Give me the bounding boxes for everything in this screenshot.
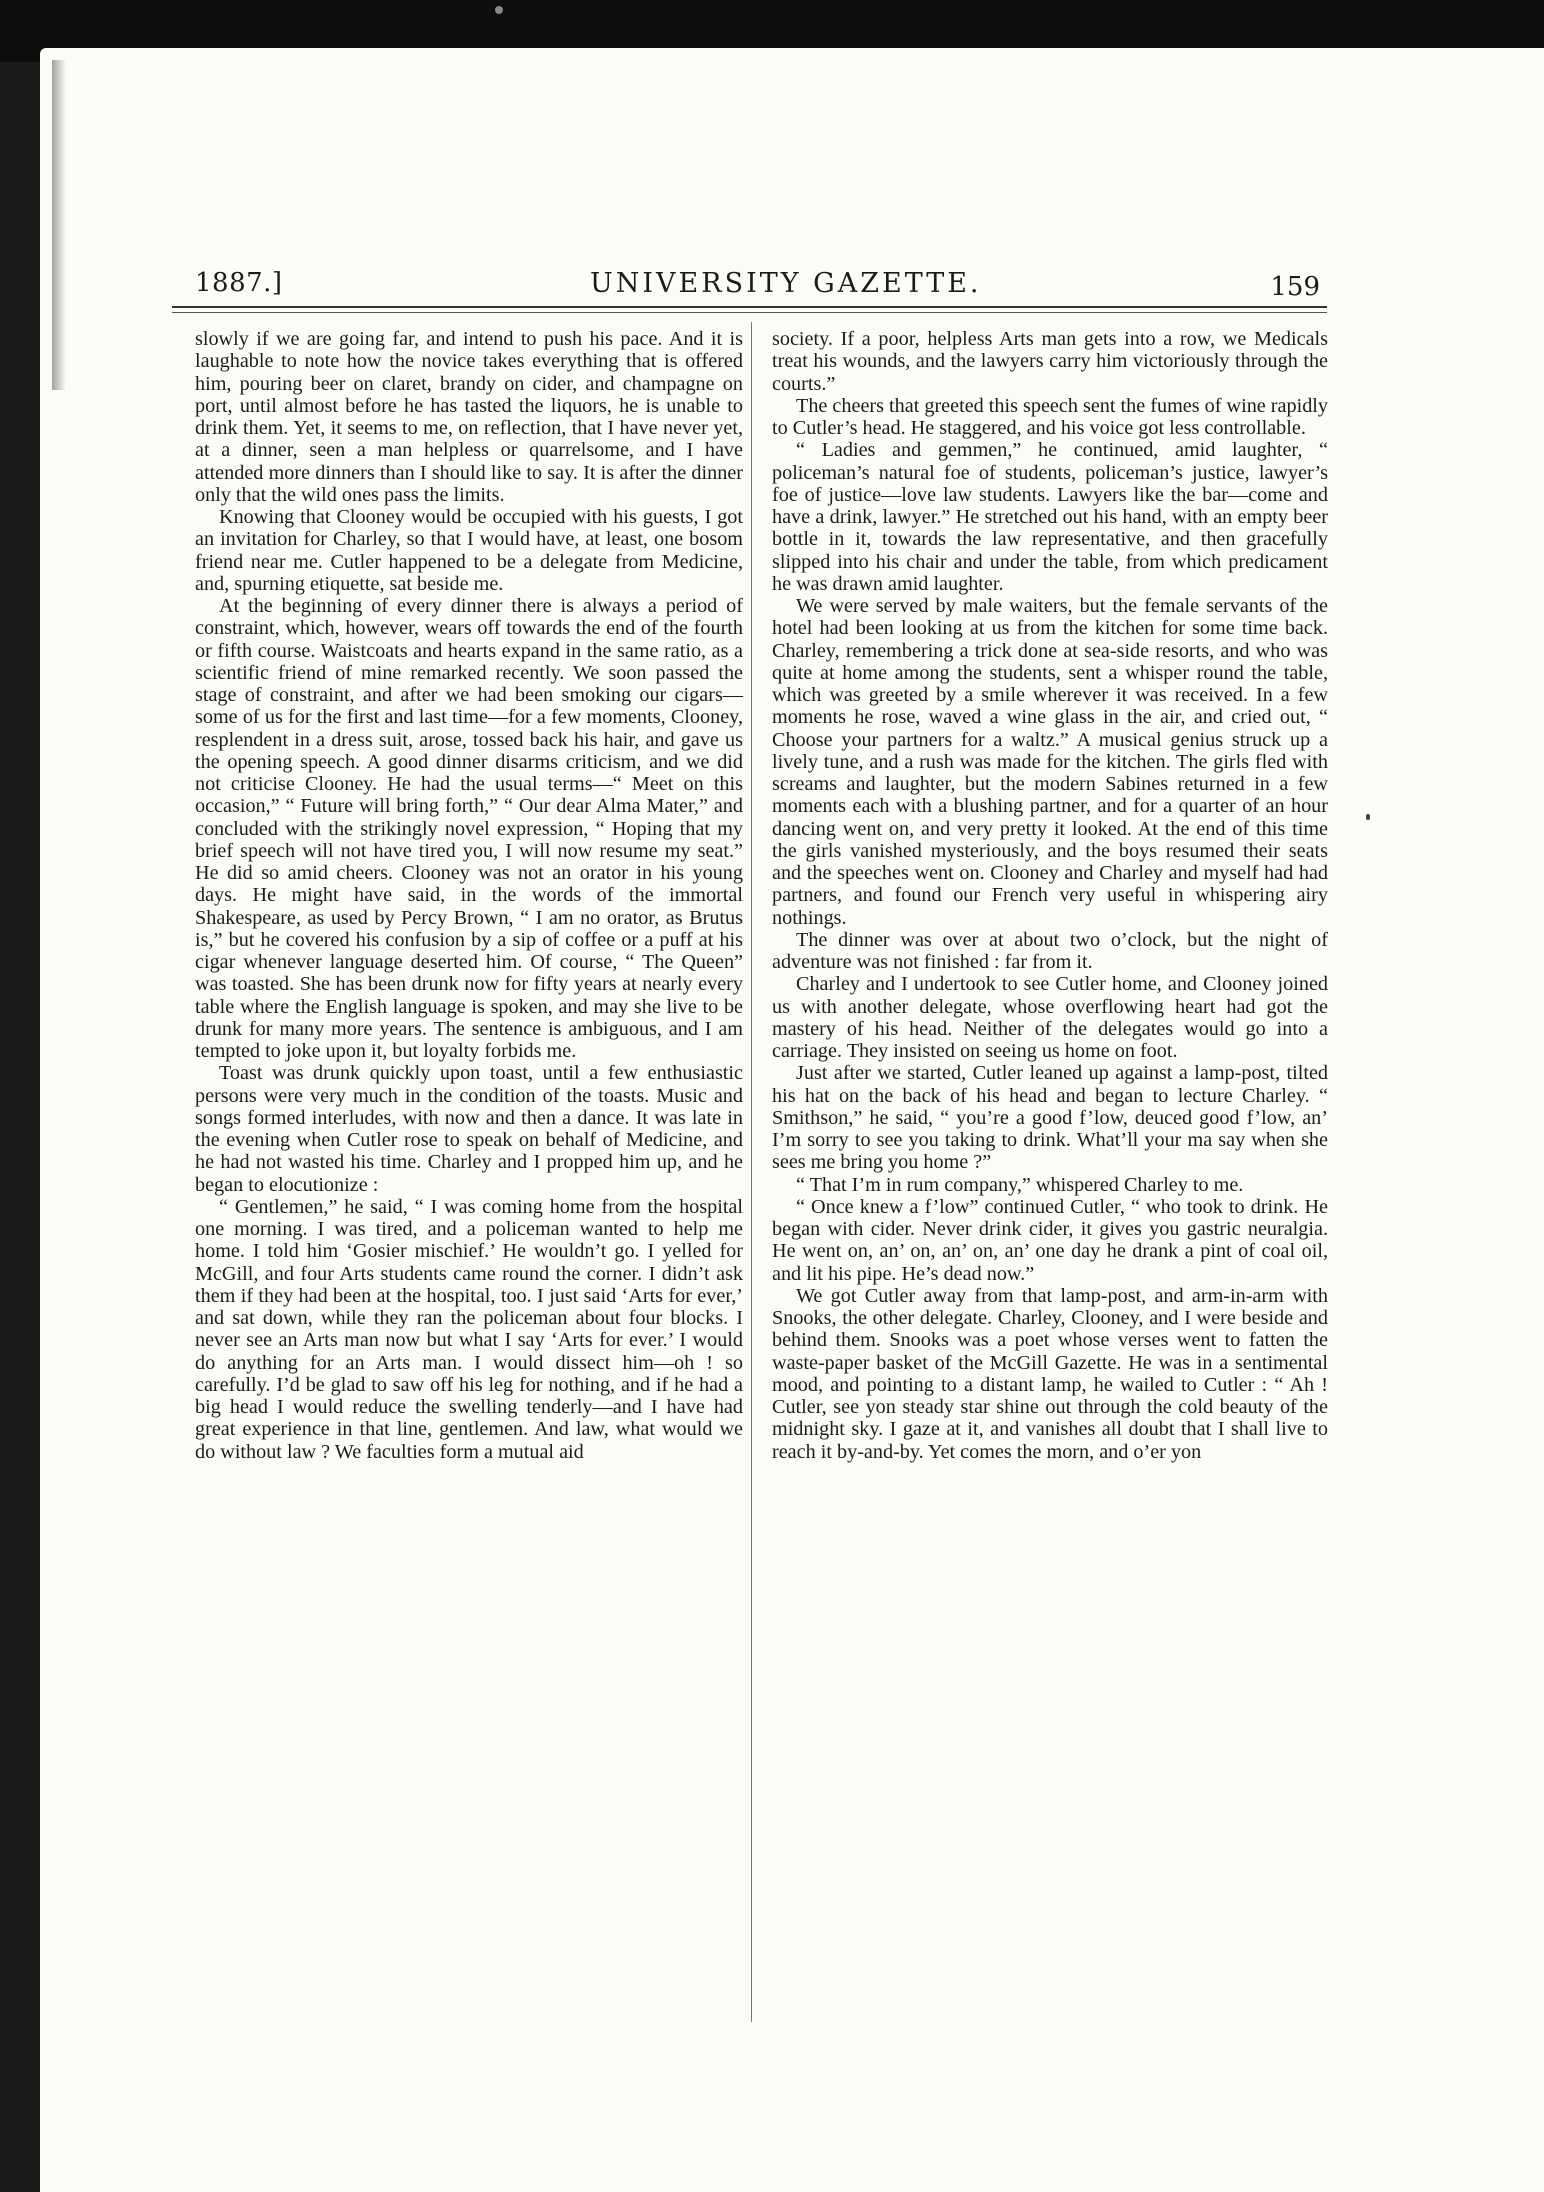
page-header (195, 262, 1320, 312)
header-year: 1887.] (195, 268, 283, 298)
paragraph: At the beginning of every dinner there is always a period of constraint, which, however, wears off towards the end of the fourth or fifth course. Waistcoats and hearts expand in the same ratio, as a scientific friend of mine remarked recently. We soon passed the stage of constraint, and after we had been smoking our cigars—some of us for the first and last time—for a few moments, Clooney, resplendent in a dress suit, arose, tossed back his hair, and gave us the opening speech. A good dinner disarms criticism, and we did not criticise Clooney. He had the usual terms—“ Meet on this occasion,” “ Future will bring forth,” “ Our dear Alma Mater,” and concluded with the strikingly novel expression, “ Hoping that my brief speech will not have tired you, I will now resume my seat.” He did so amid cheers. Clooney was not an orator in his young days. He might have said, in the words of the immortal Shakespeare, as used by Percy Brown, “ I am no orator, as Brutus is,” but he covered his confusion by a sip of coffee or a puff at his cigar whenever language deserted him. Of course, “ The Queen” was toasted. She has been drunk now for fifty years at nearly every table where the English language is spoken, and may she live to be drunk for many more years. The sentence is ambiguous, and I am tempted to joke upon it, but loyalty forbids me. (195, 595, 743, 1062)
header-title: UNIVERSITY GAZETTE. (590, 268, 982, 299)
paragraph: Charley and I undertook to see Cutler home, and Clooney joined us with another delegate, whose overflowing heart had got the mastery of his head. Neither of the delegates would go into a carriage. They insisted on seeing us home on foot. (772, 973, 1328, 1062)
paragraph: Just after we started, Cutler leaned up against a lamp-post, tilted his hat on the back of his head and began to lecture Charley. “ Smithson,” he said, “ you’re a good f’low, deuced good f’low, an’ I’m sorry to see you taking to drink. What’ll your ma say when she sees me bring you home ?” (772, 1062, 1328, 1174)
paragraph: “ That I’m in rum company,” whispered Charley to me. (796, 1173, 1244, 1196)
right-column (772, 328, 1328, 1463)
paragraph: The cheers that greeted this speech sent the fumes of wine rapidly to Cutler’s head. He staggered, and his voice got less controllable. (772, 394, 1328, 439)
left-column (195, 328, 743, 1463)
paragraph: “ Gentlemen,” he said, “ I was coming home from the hospital one morning. I was tired, and a policeman wanted to help me home. I told him ‘Gosier mischief.’ He wouldn’t go. I yelled for McGill, and four Arts students came round the corner. I didn’t ask them if they had been at the hospital, too. I just said ‘Arts for ever,’ and sat down, while they ran the policeman about four blocks. I never see an Arts man now but what I say ‘Arts for ever.’ I would do anything for an Arts man. I would dissect him—oh ! so carefully. I’d be glad to saw off his leg for nothing, and if he had a big head I would reduce the swelling tenderly—and I have had great experience in that line, gentlemen. And law, what would we do without law ? We faculties form a mutual aid (195, 1195, 743, 1463)
margin-mark (1366, 814, 1370, 820)
paragraph: “ Once knew a f’low” continued Cutler, “ who took to drink. He began with cider. Never drink cider, it gives you gastric neuralgia. He went on, an’ on, an’ on, an’ one day he drank a pint of coal oil, and lit his pipe. He’s dead now.” (772, 1195, 1328, 1285)
paragraph: society. If a poor, helpless Arts man gets into a row, we Medicals treat his wounds, and the lawyers carry him victoriously through the courts.” (772, 328, 1328, 395)
page-number: 159 (1270, 272, 1320, 302)
paragraph: Toast was drunk quickly upon toast, until a few enthusiastic persons were very much in the condition of the toasts. Music and songs formed interludes, with now and then a dance. It was late in the evening when Cutler rose to speak on behalf of Medicine, and he had not wasted his time. Charley and I propped him up, and he began to elocutionize : (195, 1062, 743, 1196)
paragraph: “ Ladies and gemmen,” he continued, amid laughter, “ policeman’s natural foe of students, policeman’s justice, lawyer’s foe of justice—love law students. Lawyers like the bar—come and have a drink, lawyer.” He stretched out his hand, with an empty beer bottle in it, towards the law representative, and then gracefully slipped into his chair and under the table, from which predicament he was drawn amid laughter. (772, 439, 1328, 595)
dust-speck (495, 6, 503, 14)
header-rule-thin (172, 312, 1327, 313)
page-spine-shadow (52, 60, 66, 390)
paragraph: The dinner was over at about two o’clock, but the night of adventure was not finished : far from it. (772, 928, 1328, 973)
paragraph: Knowing that Clooney would be occupied with his guests, I got an invitation for Charley, so that I would have, at least, one bosom friend near me. Cutler happened to be a delegate from Medicine, and, spurning etiquette, sat beside me. (195, 506, 743, 595)
paragraph: slowly if we are going far, and intend to push his pace. And it is laughable to note how the novice takes everything that is offered him, pouring beer on claret, brandy on cider, and champagne on port, until almost before he has tasted the liquors, he is unable to drink them. Yet, it seems to me, on reflection, that I have never yet, at a dinner, seen a man helpless or quarrelsome, and I have attended more dinners than I should like to say. It is after the dinner only that the wild ones pass the limits. (195, 328, 743, 506)
column-divider (751, 322, 752, 2022)
header-rule-thick (172, 306, 1327, 308)
paragraph: We got Cutler away from that lamp-post, and arm-in-arm with Snooks, the other delegate. Charley, Clooney, and I were beside and behind them. Snooks was a poet whose verses went to fatten the waste-paper basket of the McGill Gazette. He was in a sentimental mood, and pointing to a distant lamp, he wailed to Cutler : “ Ah ! Cutler, see yon steady star shine out through the cold beauty of the midnight sky. I gaze at it, and vanishes all doubt that I shall live to reach it by-and-by. Yet comes the morn, and o’er yon (772, 1284, 1328, 1463)
paragraph: We were served by male waiters, but the female servants of the hotel had been looking at us from the kitchen for some time back. Charley, remembering a trick done at sea-side resorts, and who was quite at home among the students, sent a whisper round the table, which was greeted by a smile wherever it was received. In a few moments he rose, waved a wine glass in the air, and cried out, “ Choose your partners for a waltz.” A musical genius struck up a lively tune, and a rush was made for the kitchen. The girls fled with screams and laughter, but the modern Sabines returned in a few moments each with a blushing partner, and for a quarter of an hour dancing went on, and very pretty it looked. At the end of this time the girls vanished mysteriously, and the boys resumed their seats and the speeches went on. Clooney and Charley and myself had had partners, and found our French very useful in whispering airy nothings. (772, 595, 1328, 929)
